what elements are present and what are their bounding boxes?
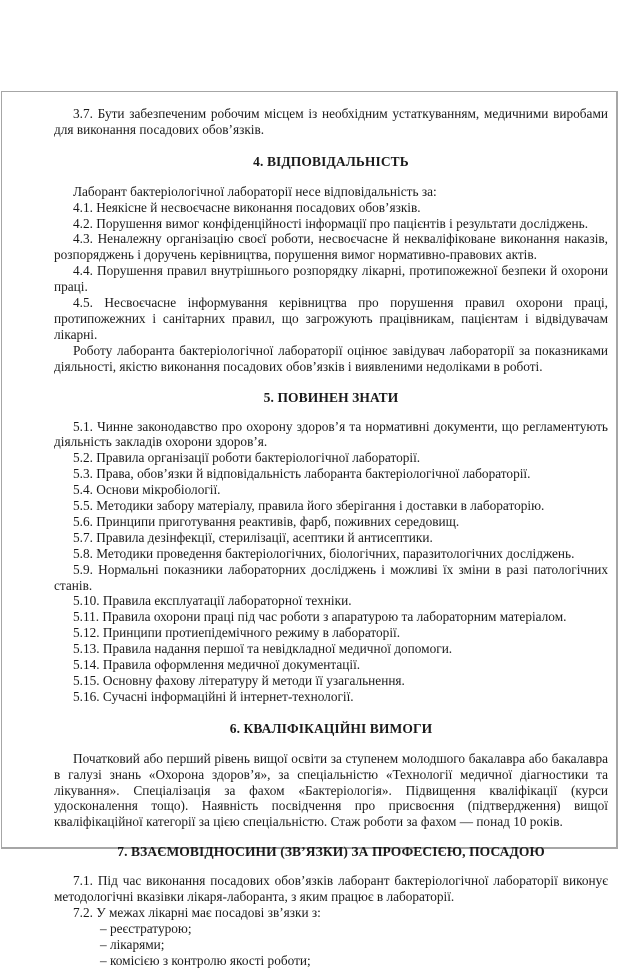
item-5-1: 5.1. Чинне законодавство про охорону здоров’я та нормативні документи, що регламентують діяльність закладів охорони здоров’я. — [54, 418, 608, 450]
item-5-3: 5.3. Права, обов’язки й відповідальність лаборанта бактеріологічної лабораторії. — [73, 466, 531, 482]
item-7-1: 7.1. Під час виконання посадових обов’язків лаборант бактеріологічної лабораторії виконує методологічні вказівки лікаря-лаборанта, з яким працює в лабораторії. — [54, 873, 608, 905]
item-5-7: 5.7. Правила дезінфекції, стерилізації, асептики й антисептики. — [73, 529, 433, 545]
item-5-15: 5.15. Основну фахову літературу й методи її узагальнення. — [73, 673, 405, 688]
contact-list-item: – реєстратурою; — [100, 920, 192, 936]
item-5-11: 5.11. Правила охорони праці під час роботи з апаратурою та лабораторним матеріалом. — [73, 609, 567, 625]
item-5-5: 5.5. Методики забору матеріалу, правила його зберігання і доставки в лабораторію. — [73, 498, 545, 514]
item-5-13: 5.13. Правила надання першої та невідкладної медичної допомоги. — [73, 641, 453, 657]
section-4-title: 4. ВІДПОВІДАЛЬНІСТЬ — [253, 153, 409, 169]
item-5-8: 5.8. Методики проведення бактеріологічних, біологічних, паразитологічних досліджень. — [73, 545, 575, 561]
section-4-lead: Лаборант бактеріологічної лабораторії несе відповідальність за: — [73, 183, 437, 199]
item-5-2: 5.2. Правила організації роботи бактеріологічної лабораторії. — [73, 450, 421, 466]
section-6-title: 6. КВАЛІФІКАЦІЙНІ ВИМОГИ — [229, 720, 433, 736]
item-7-2: 7.2. У межах лікарні має посадові зв’язки з: — [73, 904, 321, 920]
section-6-text: Початковий або перший рівень вищої освіти за ступенем молодшого бакалавра або бакалавра в галузі знань «Охорона здоров’я», за спеціальністю «Технології медичної діагностики та лікування». Спеціалізація за фахом «Бактеріологія». Підвищення кваліфікації (курси удосконалення тощо). Наявність посвідчення про присвоєння (підтвердження) вищої кваліфікаційної категорії за цією спеціальністю. Стаж роботи за фахом — понад 10 років. — [54, 750, 608, 830]
contact-list-item: – лікарями; — [100, 936, 165, 952]
section-4-closing: Роботу лаборанта бактеріологічної лабораторії оцінює завідувач лабораторії за показниками діяльності, якістю виконання посадових обов’язків і виявленими недоліками в роботі. — [54, 342, 608, 374]
item-4-1: 4.1. Неякісне й несвоєчасне виконання посадових обов’язків. — [73, 199, 421, 215]
item-5-14: 5.14. Правила оформлення медичної документації. — [73, 657, 361, 673]
item-4-3: 4.3. Неналежну організацію своєї роботи, несвоєчасне й некваліфіковане виконання наказів, розпоряджень і доручень керівництва, порушення вимог нормативно-правових актів. — [54, 231, 608, 263]
item-4-2: 4.2. Порушення вимог конфіденційності інформації про пацієнтів і результати досліджень. — [73, 215, 589, 231]
section-5-title: 5. ПОВИНЕН ЗНАТИ — [263, 389, 399, 405]
item-5-12: 5.12. Принципи протиепідемічного режиму в лабораторії. — [73, 625, 401, 641]
item-5-10: 5.10. Правила експлуатації лабораторної техніки. — [73, 593, 352, 609]
item-5-16: 5.16. Сучасні інформаційні й інтернет-технології. — [73, 688, 354, 704]
page-frame — [1, 91, 618, 968]
item-4-4: 4.4. Порушення правил внутрішнього розпорядку лікарні, протипожежної безпеки й охорони праці. — [54, 263, 608, 295]
paragraph-3-7: 3.7. Бути забезпеченим робочим місцем із необхідним устаткуванням, медичними виробами для виконання посадових обов’язків. — [54, 106, 608, 137]
item-5-9: 5.9. Нормальні показники лабораторних досліджень і можливі їх зміни в разі патологічних станів. — [54, 561, 608, 593]
contact-list-item: – комісією з контролю якості роботи; — [100, 952, 311, 968]
section-7-title: 7. ВЗАЄМОВІДНОСИНИ (ЗВ’ЯЗКИ) ЗА ПРОФЕСІЄЮ, ПОСАДОЮ — [117, 844, 545, 860]
document-body — [54, 106, 608, 969]
item-4-5: 4.5. Несвоєчасне інформування керівництва про порушення правил охорони праці, протипожежних і санітарних правил, що загрожують працівникам, пацієнтам і відвідувачам лікарні. — [54, 295, 608, 342]
item-5-6: 5.6. Принципи приготування реактивів, фарб, поживних середовищ. — [73, 513, 460, 529]
item-5-4: 5.4. Основи мікробіології. — [73, 482, 221, 498]
